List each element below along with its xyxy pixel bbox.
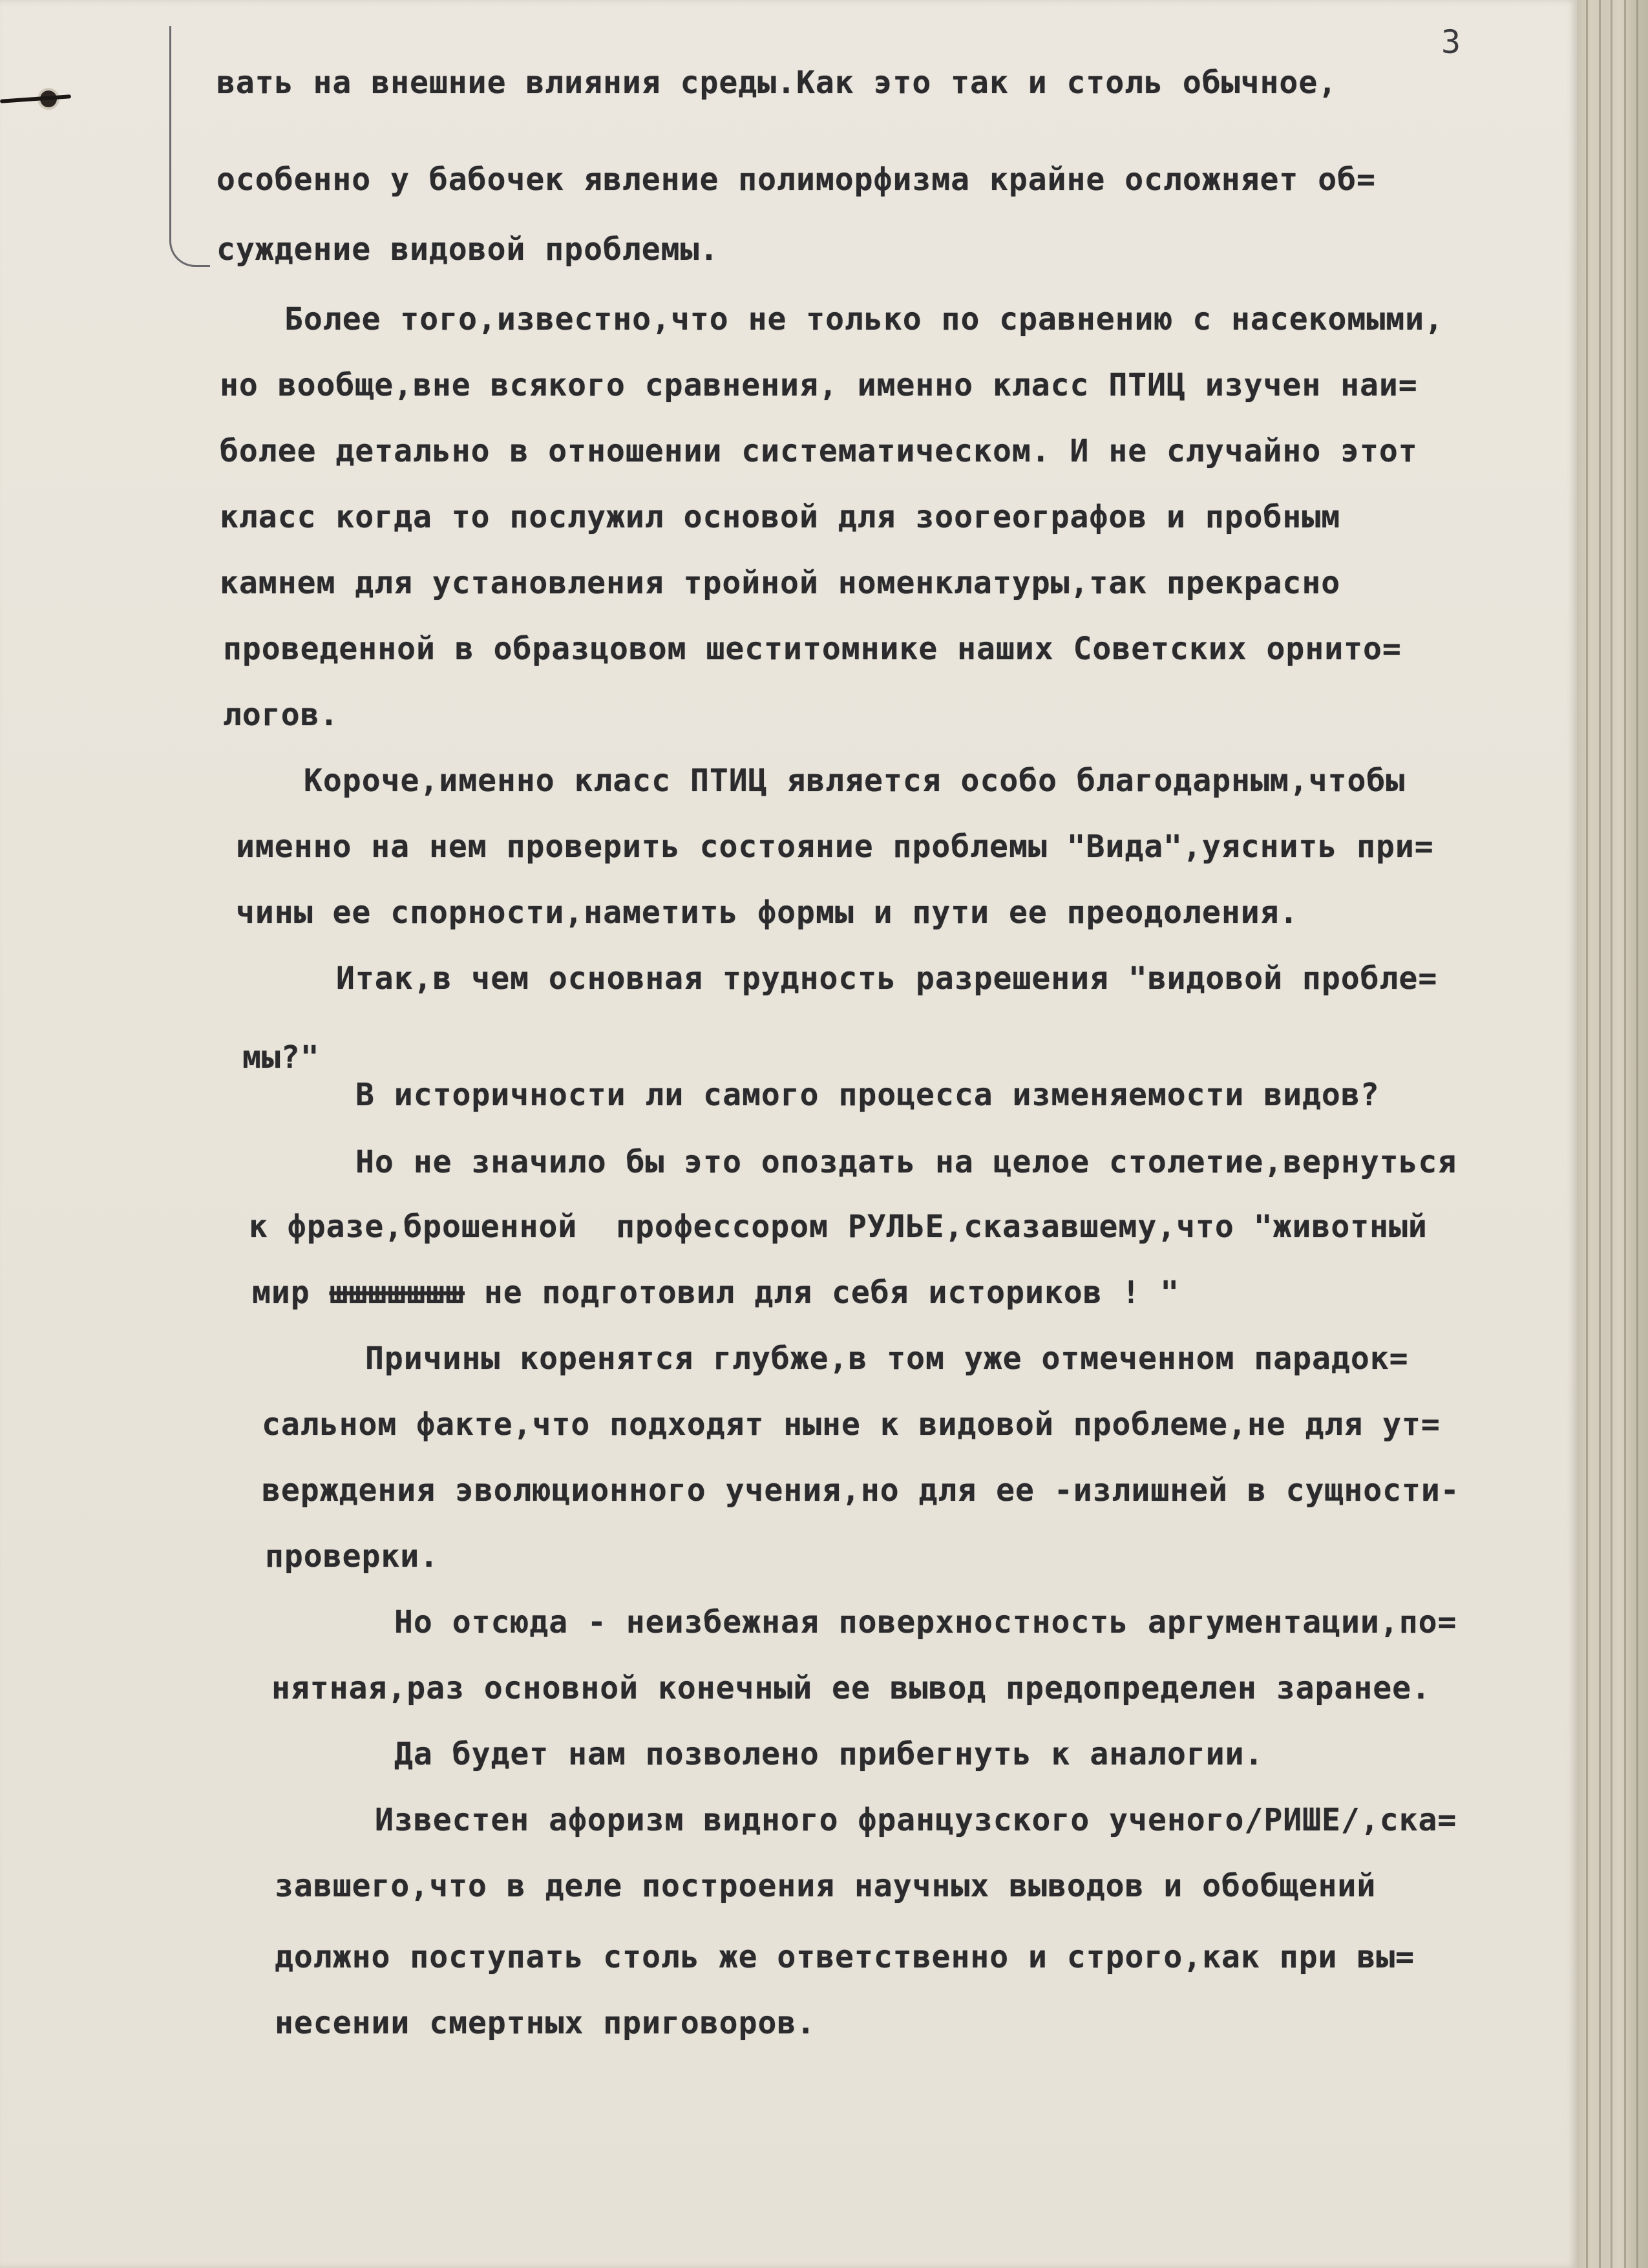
text-line: верждения эволюционного учения,но для ее -излишней в сущности- (262, 1472, 1460, 1509)
text-line: Но отсюда - неизбежная поверхностность аргументации,по= (394, 1604, 1457, 1640)
text-line: Более того,известно,что не только по сравнению с насекомыми, (284, 301, 1444, 337)
text-line: класс когда то послужил основой для зоогеографов и пробным (220, 499, 1341, 535)
text-fragment: не подготовил для себя историков ! " (483, 1275, 1180, 1311)
text-line: несении смертных приговоров. (275, 2005, 816, 2041)
page-number: 3 (1441, 23, 1461, 61)
text-line: чины ее спорности,наметить формы и пути ее преодоления. (236, 895, 1299, 931)
text-line: логов. (223, 697, 339, 733)
struck-out-text: шшшшшшш (329, 1275, 465, 1311)
text-line: камнем для установления тройной номенклатуры,так прекрасно (220, 565, 1341, 601)
text-line: именно на нем проверить состояние проблемы "Вида",уяснить при= (236, 829, 1434, 865)
text-line: завшего,что в деле построения научных выводов и обобщений (275, 1868, 1377, 1904)
text-line: Но не значило бы это опоздать на целое столетие,вернуться (355, 1144, 1457, 1180)
text-line: проверки. (265, 1538, 439, 1574)
text-line: Короче,именно класс ПТИЦ является особо благодарным,чтобы (304, 763, 1406, 799)
text-line: сальном факте,что подходят ныне к видовой проблеме,не для ут= (262, 1406, 1441, 1443)
text-line-start (252, 1275, 1179, 1311)
text-line: мы?" (242, 1039, 320, 1076)
text-line: вать на внешние влияния среды.Как это так и столь обычное, (217, 65, 1338, 101)
text-line: Причины коренятся глубже,в том уже отмеченном парадок= (365, 1341, 1409, 1377)
text-line: должно поступать столь же ответственно и строго,как при вы= (275, 1939, 1415, 1975)
text-line: к фразе,брошенной профессором РУЛЬЕ,сказавшему,что "животный (249, 1209, 1428, 1245)
text-line: Итак,в чем основная трудность разрешения "видовой пробле= (336, 960, 1438, 997)
text-line: особенно у бабочек явление полиморфизма крайне осложняет об= (217, 162, 1376, 198)
text-line: Да будет нам позволено прибегнуть к аналогии. (394, 1736, 1264, 1772)
text-line: В историчности ли самого процесса изменяемости видов? (355, 1077, 1380, 1113)
text-line: нятная,раз основной конечный ее вывод предопределен заранее. (271, 1670, 1431, 1706)
text-line: но вообще,вне всякого сравнения, именно класс ПТИЦ изучен наи= (220, 367, 1418, 403)
stacked-page-edges (1577, 0, 1648, 2268)
text-fragment: мир (252, 1275, 310, 1311)
text-line: Известен афоризм видного французского ученого/РИШЕ/,ска= (375, 1802, 1457, 1838)
text-line: проведенной в образцовом шеститомнике наших Советских орнито= (223, 631, 1402, 667)
text-line: суждение видовой проблемы. (217, 231, 719, 268)
text-line: более детально в отношении систематическом. И не случайно этот (220, 433, 1418, 469)
